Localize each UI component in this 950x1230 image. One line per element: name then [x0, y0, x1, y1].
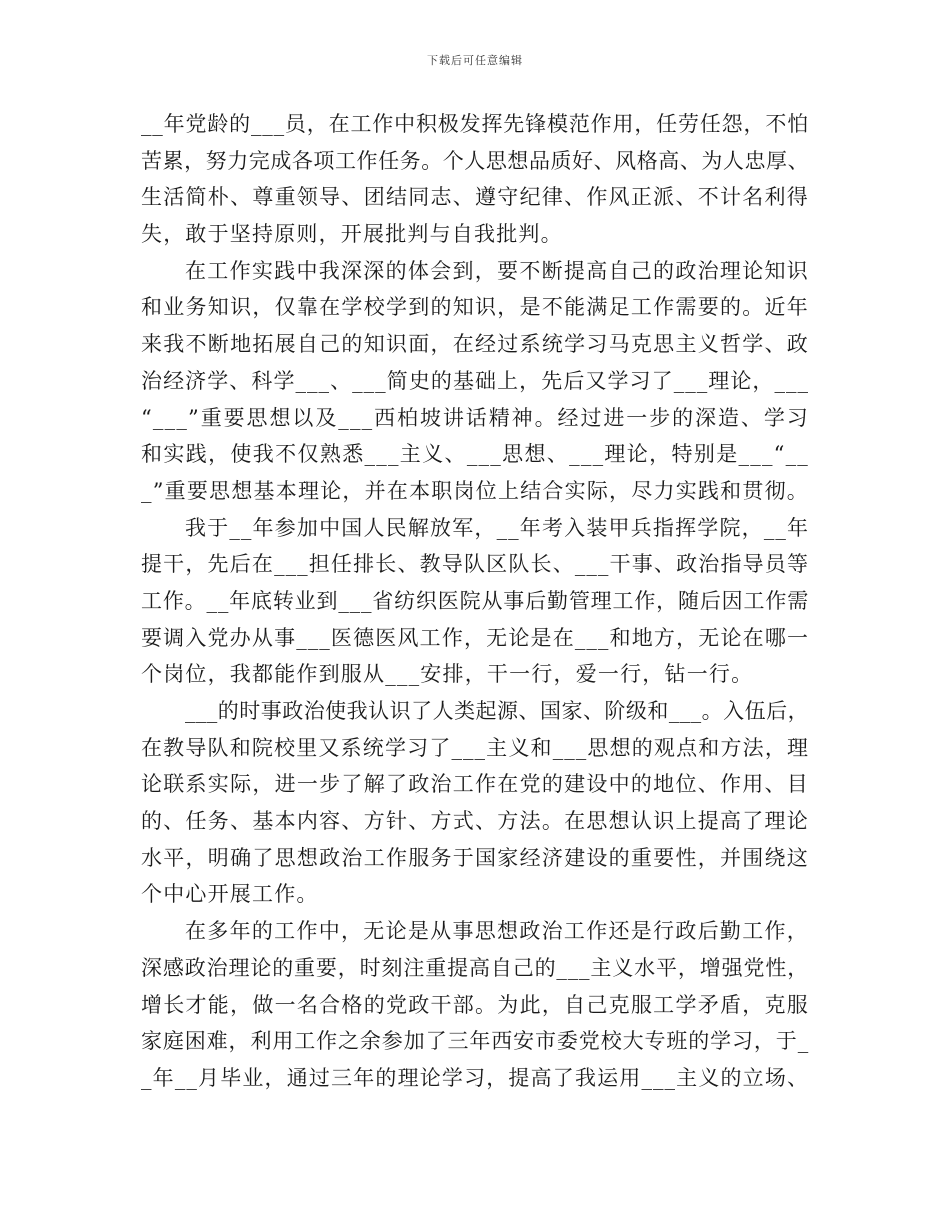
- text-line: 深感政治理论的重要，时刻注重提高自己的___主义水平，增强党性，: [141, 955, 809, 980]
- text-line: _”重要思想基本理论，并在本职岗位上结合实际，尽力实践和贯彻。: [141, 478, 809, 503]
- text-line: 治经济学、科学___、___简史的基础上，先后又学习了___理论，___: [141, 368, 809, 393]
- text-line: 在多年的工作中，无论是从事思想政治工作还是行政后勤工作，: [185, 919, 809, 944]
- text-line: 提干，先后在___担任排长、教导队区队长、___干事、政治指导员等: [141, 552, 809, 577]
- text-line: 在教导队和院校里又系统学习了___主义和___思想的观点和方法，理: [141, 735, 809, 760]
- text-line: 水平，明确了思想政治工作服务于国家经济建设的重要性，并围绕这: [141, 845, 809, 870]
- text-line: 我于__年参加中国人民解放军，__年考入装甲兵指挥学院，__年: [185, 515, 809, 540]
- paragraph-4: [141, 693, 809, 913]
- text-line: 和实践，使我不仅熟悉___主义、___思想、___理论，特别是___“__: [141, 442, 809, 467]
- text-line: 失，敢于坚持原则，开展批判与自我批判。: [141, 222, 563, 247]
- text-line: 来我不断地拓展自己的知识面，在经过系统学习马克思主义哲学、政: [141, 332, 809, 357]
- text-line: 个中心开展工作。: [141, 882, 319, 907]
- document-body: [141, 106, 809, 1097]
- text-line: 增长才能，做一名合格的党政干部。为此，自己克服工学矛盾，克服: [141, 992, 809, 1017]
- paragraph-3: [141, 510, 809, 693]
- paragraph-5: [141, 913, 809, 1096]
- text-line: 的、任务、基本内容、方针、方式、方法。在思想认识上提高了理论: [141, 809, 809, 834]
- text-line: 论联系实际，进一步了解了政治工作在党的建设中的地位、作用、目: [141, 772, 809, 797]
- text-line: 个岗位，我都能作到服从___安排，干一行，爱一行，钻一行。: [141, 662, 754, 687]
- text-line: __年党龄的___员，在工作中积极发挥先锋模范作用，任劳任怨，不怕: [141, 112, 809, 136]
- text-line: 在工作实践中我深深的体会到，要不断提高自己的政治理论知识: [185, 258, 809, 283]
- paragraph-2: [141, 253, 809, 510]
- text-line: 和业务知识，仅靠在学校学到的知识，是不能满足工作需要的。近年: [141, 295, 809, 320]
- text-line: 工作。__年底转业到___省纺织医院从事后勤管理工作，随后因工作需: [141, 588, 809, 613]
- text-line: ___的时事政治使我认识了人类起源、国家、阶级和___。入伍后，: [185, 699, 809, 723]
- text-line: 苦累，努力完成各项工作任务。个人思想品质好、风格高、为人忠厚、: [141, 148, 809, 173]
- text-line: _年__月毕业，通过三年的理论学习，提高了我运用___主义的立场、: [141, 1065, 809, 1090]
- text-line: 生活简朴、尊重领导、团结同志、遵守纪律、作风正派、不计名利得: [141, 185, 809, 210]
- page-header: 下载后可任意编辑: [427, 54, 523, 67]
- paragraph-1: [141, 106, 809, 253]
- text-line: “___”重要思想以及___西柏坡讲话精神。经过进一步的深造、学习: [141, 405, 809, 430]
- text-line: 要调入党办从事___医德医风工作，无论是在___和地方，无论在哪一: [141, 625, 809, 650]
- text-line: 家庭困难，利用工作之余参加了三年西安市委党校大专班的学习，于_: [141, 1029, 809, 1054]
